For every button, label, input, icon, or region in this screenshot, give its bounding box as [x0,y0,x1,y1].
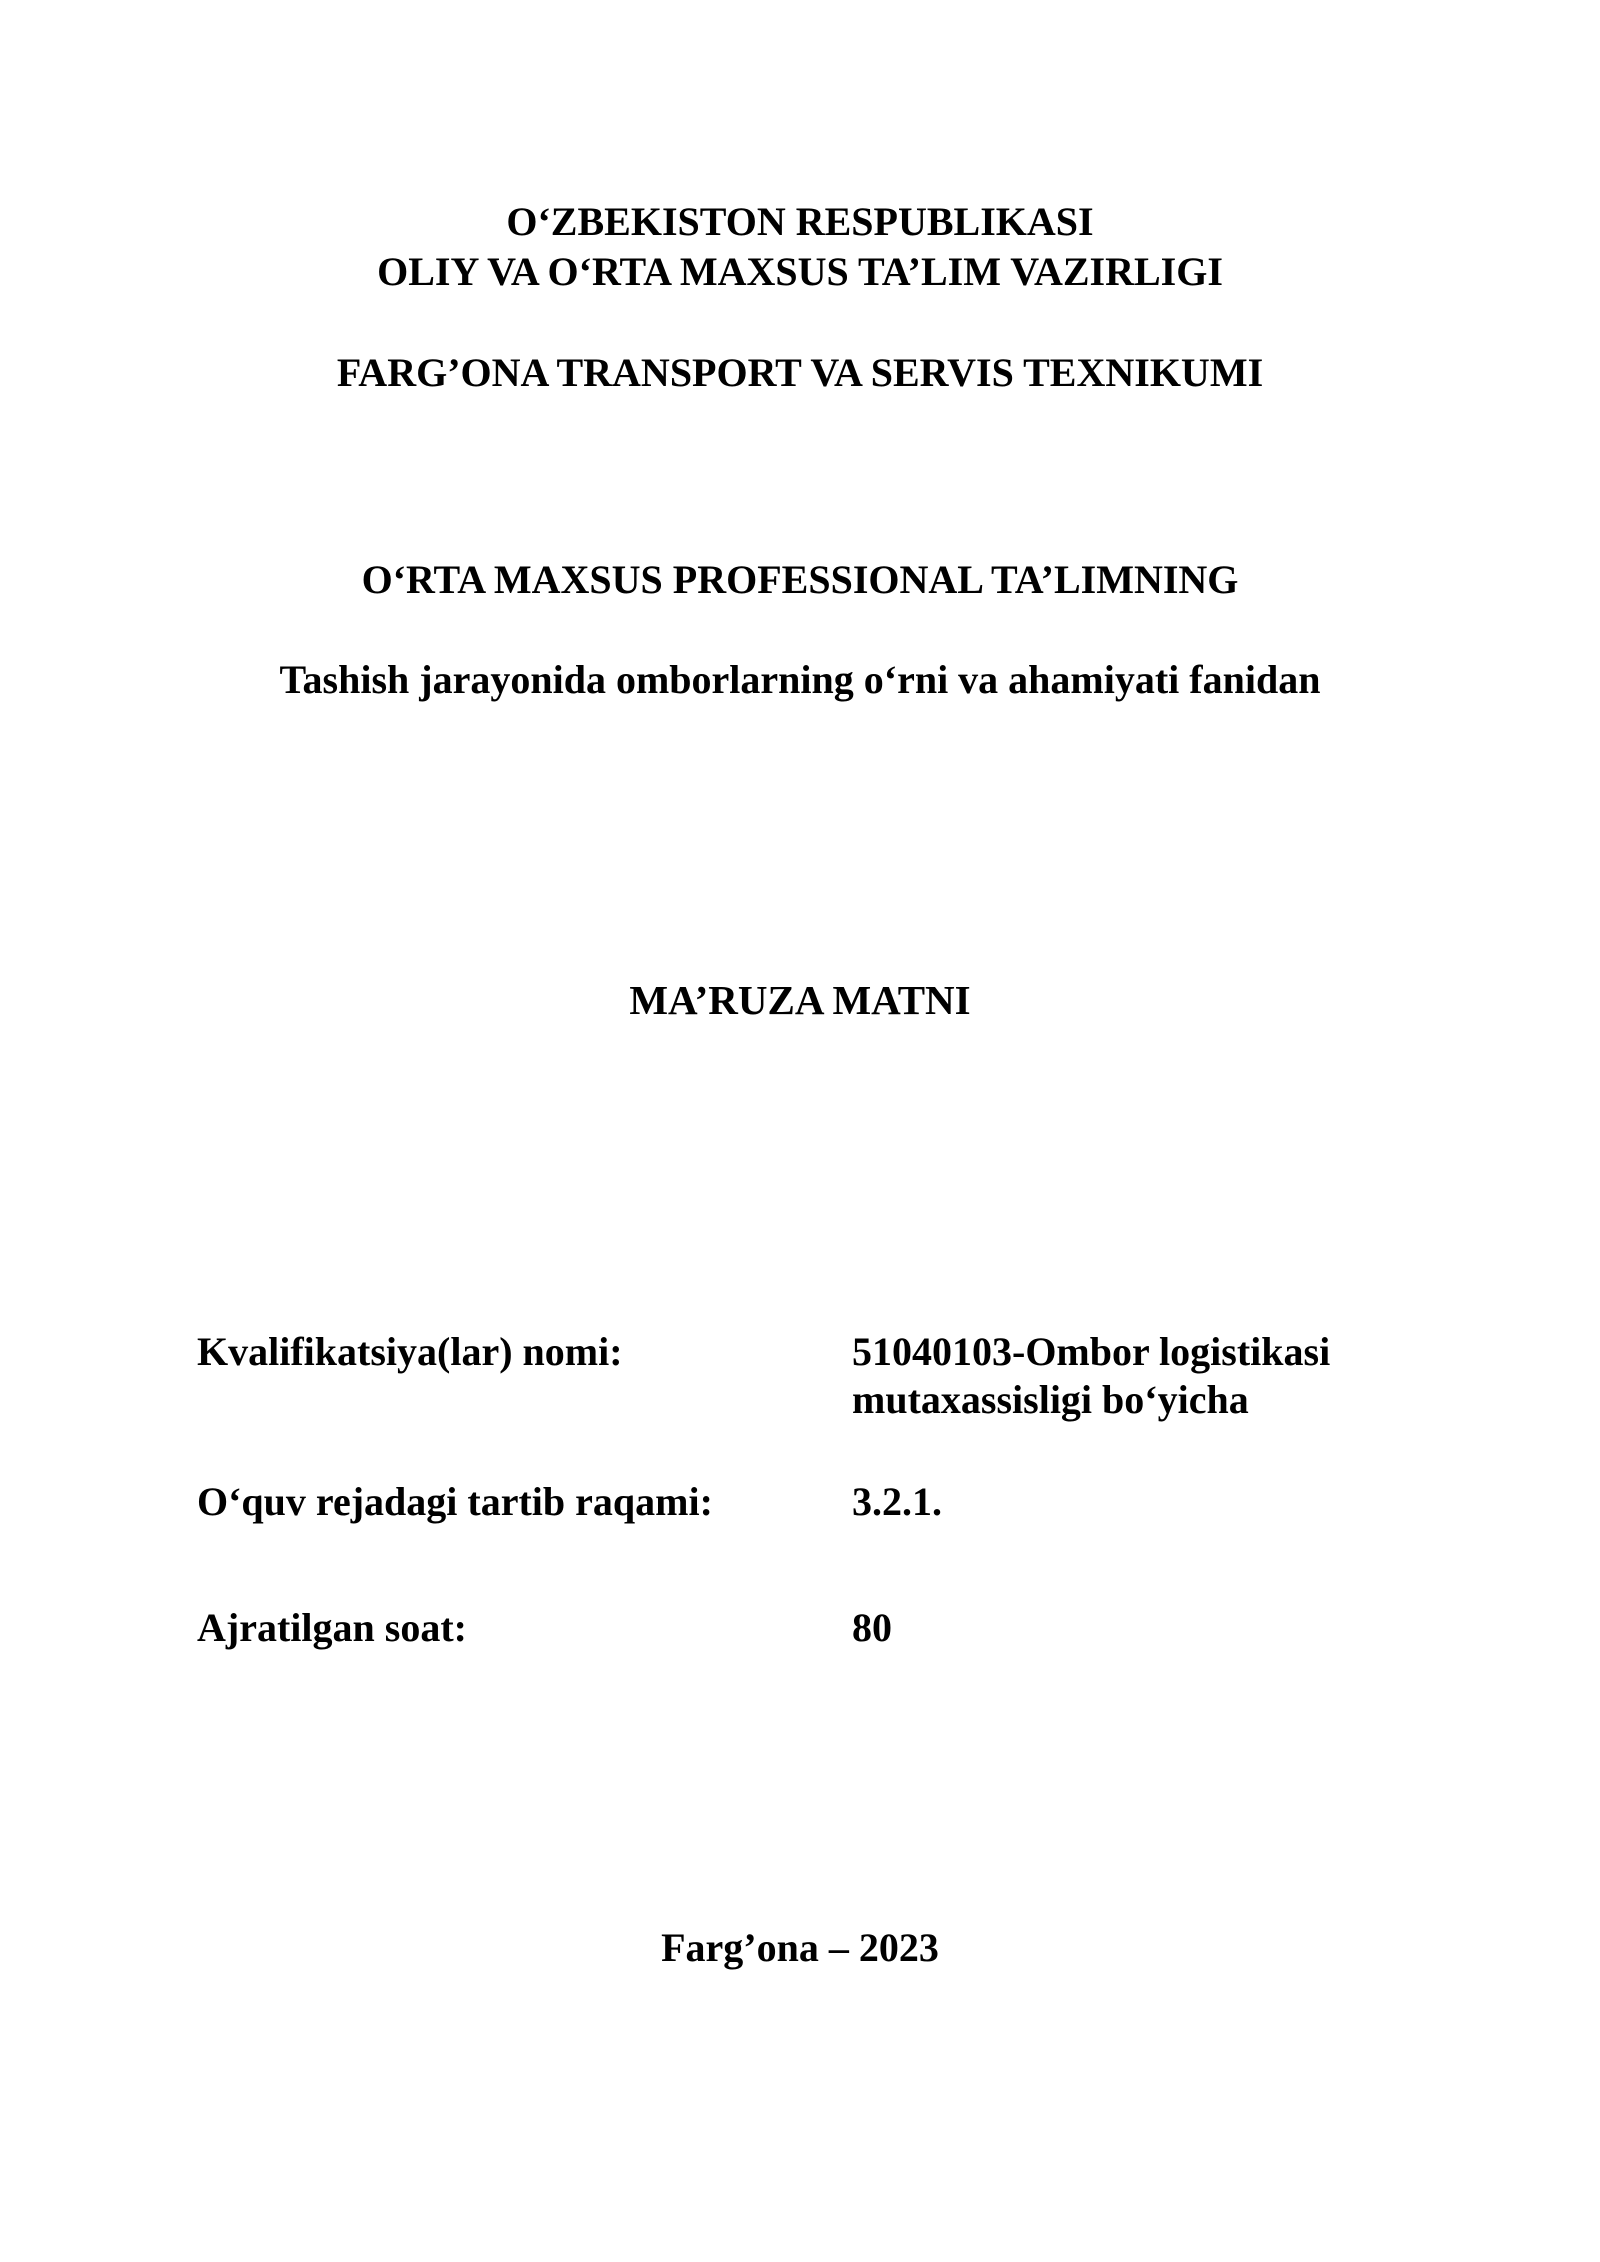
qualification-label: Kvalifikatsiya(lar) nomi: [197,1329,623,1374]
hours-label: Ajratilgan soat: [197,1605,467,1650]
course-title: Tashish jarayonida omborlarning o‘rni va ahamiyati fanidan [279,657,1321,702]
curriculum-number-value: 3.2.1. [852,1479,942,1524]
curriculum-number-label: O‘quv rejadagi tartib raqami: [197,1479,713,1524]
document-title: MA’RUZA MATNI [629,977,971,1023]
ministry-line-2: OLIY VA O‘RTA MAXSUS TA’LIM VAZIRLIGI [377,249,1223,294]
ministry-line-1: O‘ZBEKISTON RESPUBLIKASI [506,199,1094,244]
place-year: Farg’ona – 2023 [661,1925,939,1970]
qualification-value [852,1328,1412,1424]
institution-name: FARG’ONA TRANSPORT VA SERVIS TEXNIKUMI [336,350,1264,395]
hours-value: 80 [852,1605,892,1650]
qualification-value-line-2: mutaxassisligi bo‘yicha [852,1377,1249,1422]
program-title: O‘RTA MAXSUS PROFESSIONAL TA’LIMNING [361,557,1239,602]
qualification-value-line-1: 51040103-Ombor logistikasi [852,1329,1331,1374]
